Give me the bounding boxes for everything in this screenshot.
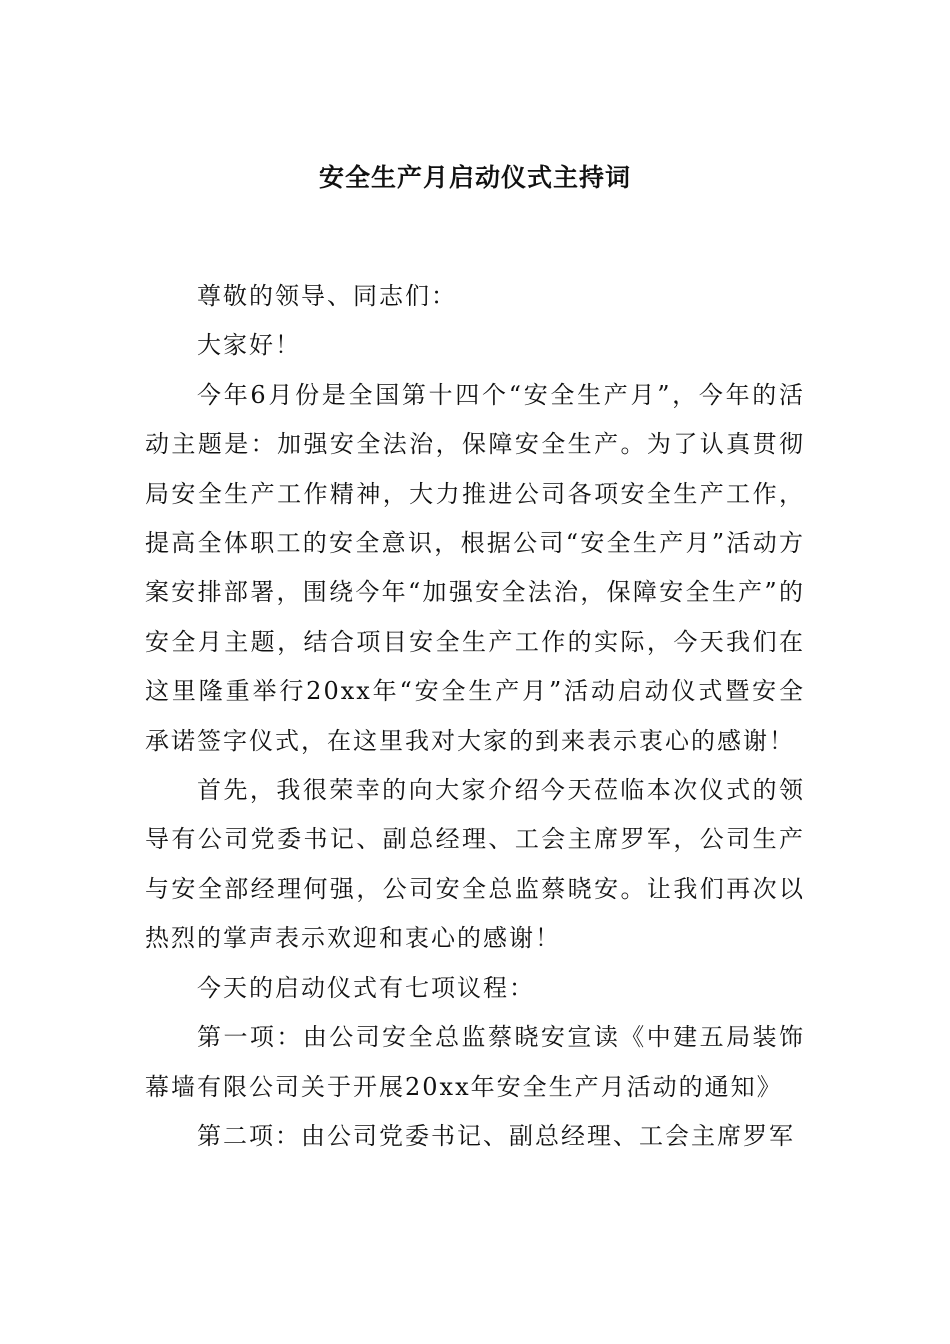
paragraph-agenda-item-2: 第二项：由公司党委书记、副总经理、工会主席罗军 bbox=[197, 1121, 795, 1150]
paragraph-leaders: 首先，我很荣幸的向大家介绍今天莅临本次仪式的领导有公司党委书记、副总经理、工会主席罗军，公司生产与安全部经理何强，公司安全总监蔡晓安。让我们再次以热烈的掌声表示欢迎和衷心的感谢！ bbox=[145, 776, 805, 953]
document-body bbox=[145, 272, 805, 1161]
paragraph-introduction: 今年6月份是全国第十四个“安全生产月”，今年的活动主题是：加强安全法治，保障安全生产。为了认真贯彻局安全生产工作精神，大力推进公司各项安全生产工作，提高全体职工的安全意识，根据公司“安全生产月”活动方案安排部署，围绕今年“加强安全法治，保障安全生产”的安全月主题，结合项目安全生产工作的实际，今天我们在这里隆重举行20xx年“安全生产月”活动启动仪式暨安全承诺签字仪式，在这里我对大家的到来表示衷心的感谢！ bbox=[145, 380, 805, 755]
paragraph-greeting: 尊敬的领导、同志们： bbox=[197, 282, 457, 310]
document-title: 安全生产月启动仪式主持词 bbox=[318, 163, 631, 192]
paragraph-agenda-intro: 今天的启动仪式有七项议程： bbox=[197, 973, 535, 1002]
paragraph-agenda-item-1: 第一项：由公司安全总监蔡晓安宣读《中建五局装饰幕墙有限公司关于开展20xx年安全生产月活动的通知》 bbox=[145, 1023, 805, 1101]
paragraph-hello: 大家好！ bbox=[197, 331, 301, 360]
